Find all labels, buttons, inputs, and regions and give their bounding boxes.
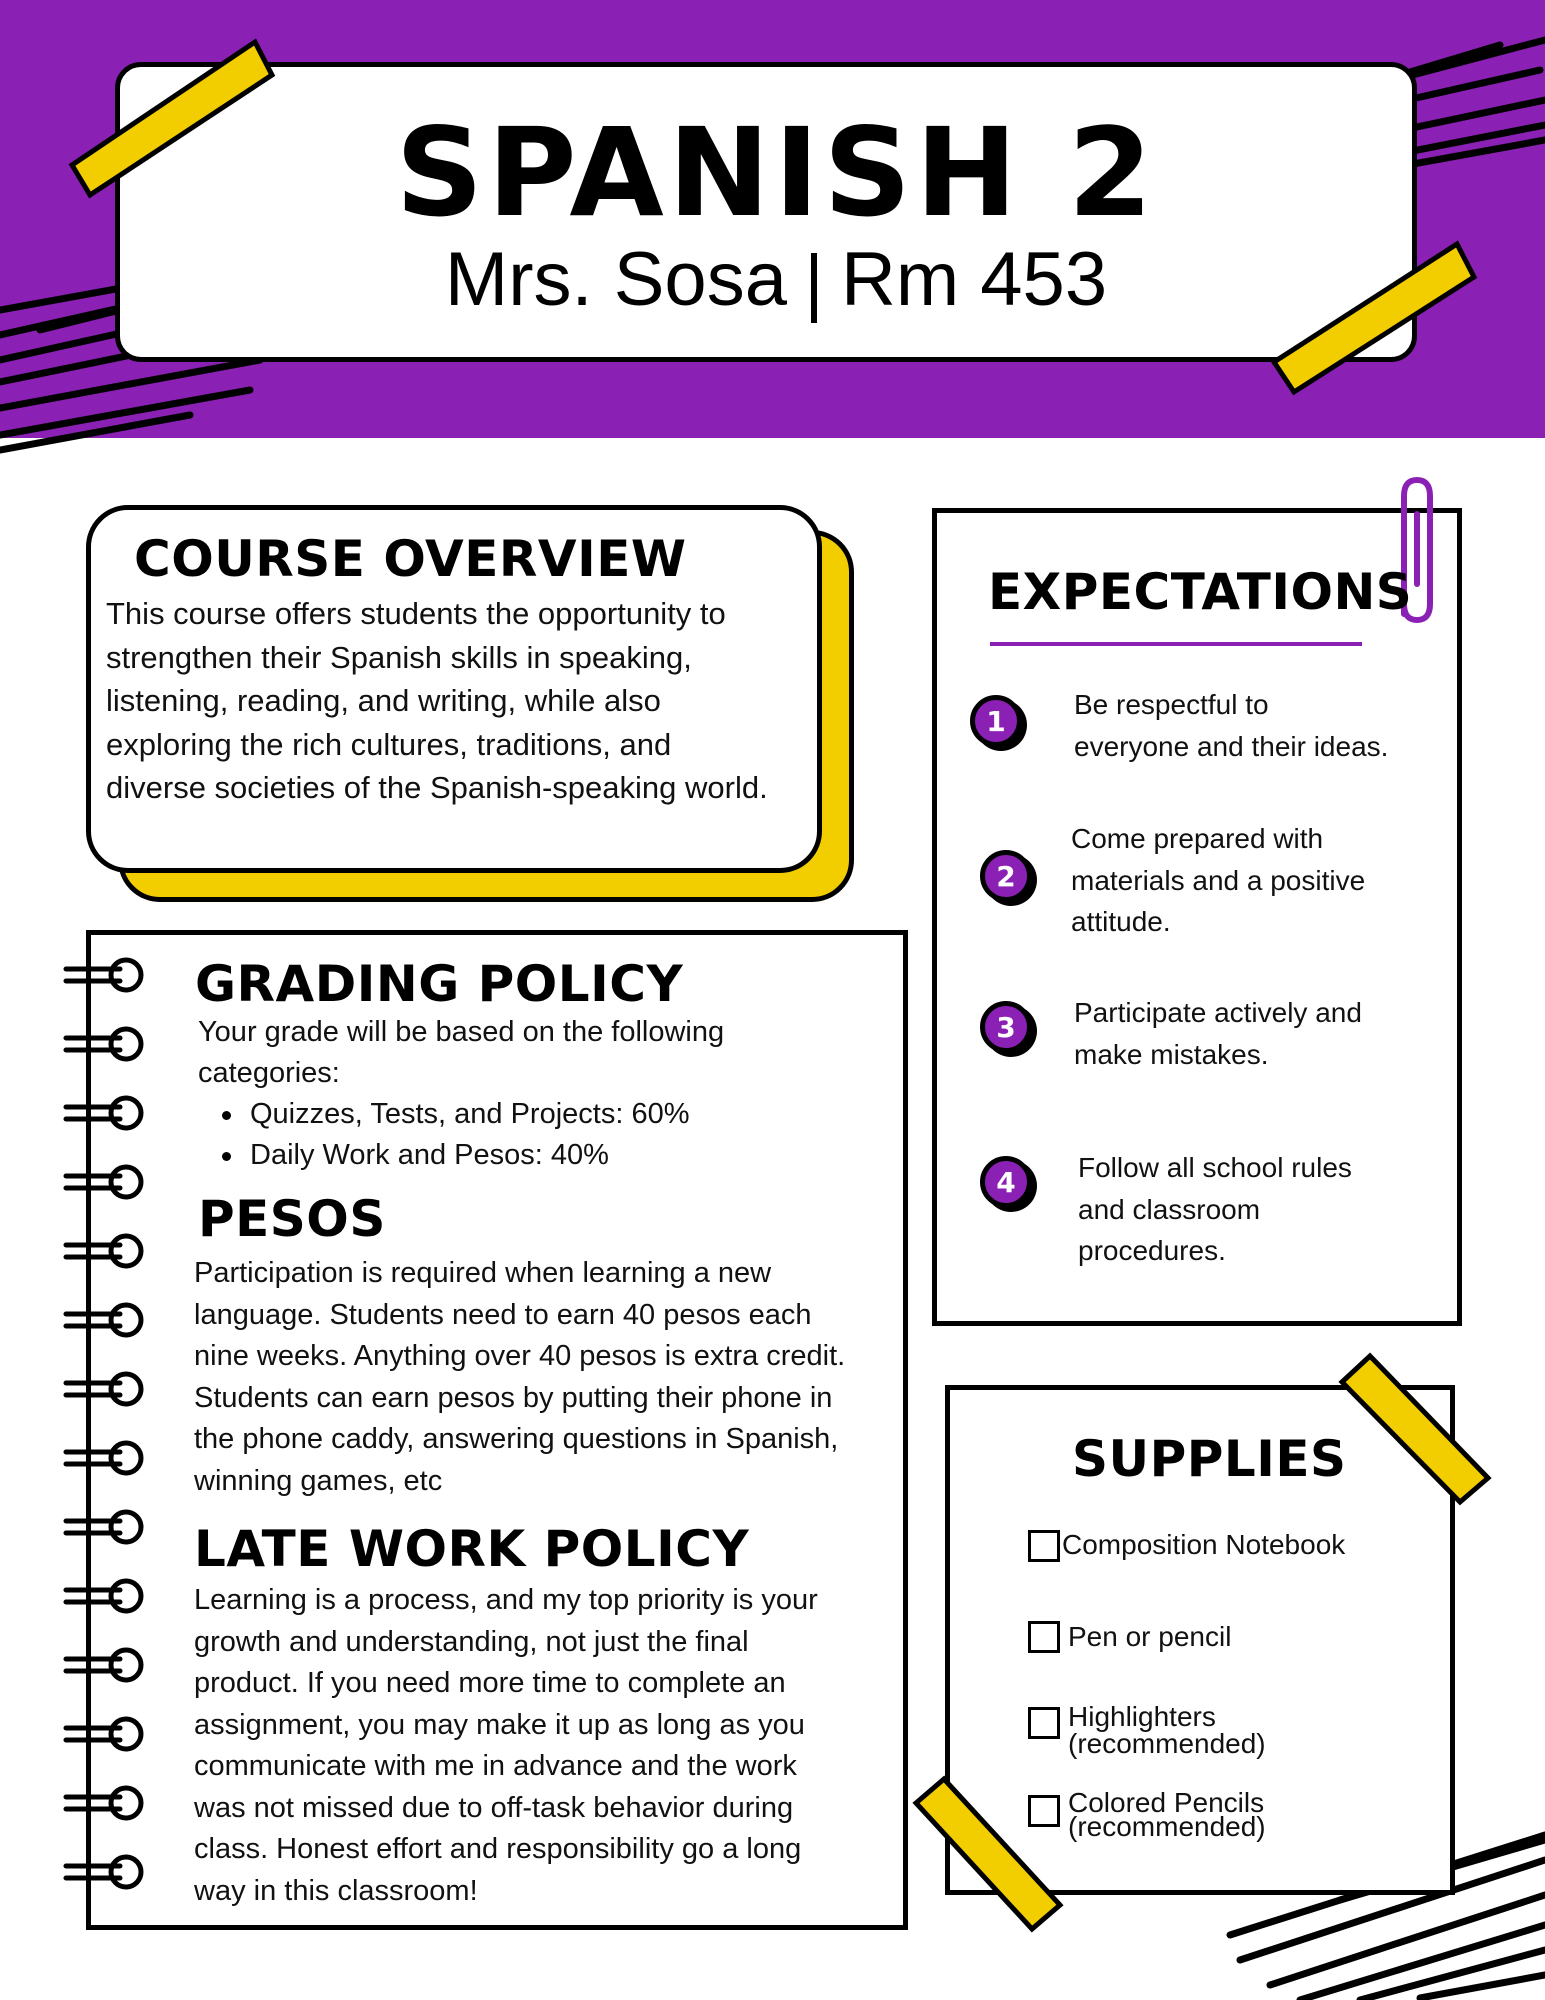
- text-line: Colored Pencils: [1068, 1787, 1265, 1818]
- expectation-number-2: 2: [980, 850, 1032, 902]
- late-work-heading: LATE WORK POLICY: [194, 1520, 750, 1578]
- text-line: exploring the rich cultures, traditions, and: [106, 726, 672, 762]
- supplies-heading: SUPPLIES: [1072, 1430, 1347, 1488]
- text-line: Students can earn pesos by putting their phone in: [194, 1381, 833, 1414]
- text-line: (recommended): [1068, 1728, 1266, 1759]
- room-number: Rm 453: [840, 237, 1108, 322]
- teacher-room-line: [115, 237, 1437, 323]
- list-item: Daily Work and Pesos: 40%: [222, 1135, 690, 1176]
- pesos-text: [194, 1253, 884, 1502]
- text-line: categories:: [198, 1057, 340, 1089]
- supply-label: [1068, 1787, 1266, 1842]
- text-line: Come prepared with: [1071, 823, 1324, 854]
- text-line: winning games, etc: [194, 1464, 443, 1497]
- text-line: Your grade will be based on the following: [198, 1016, 725, 1048]
- expectation-text-3: [1074, 992, 1434, 1075]
- spiral-binding-icon: [58, 945, 158, 1905]
- text-line: communicate with me in advance and the work: [194, 1750, 797, 1782]
- supply-item: [1028, 1703, 1266, 1757]
- checkbox-icon[interactable]: [1028, 1707, 1060, 1739]
- expectations-underline: [990, 642, 1362, 646]
- teacher-name: Mrs. Sosa: [444, 237, 787, 322]
- text-line: Pen or pencil: [1068, 1621, 1232, 1652]
- pesos-heading: PESOS: [198, 1190, 386, 1248]
- text-line: This course offers students the opportunity to: [106, 596, 726, 631]
- list-item: Quizzes, Tests, and Projects: 60%: [222, 1094, 690, 1135]
- text-line: Participate actively and: [1074, 997, 1362, 1028]
- text-line: class. Honest effort and responsibility go a long: [194, 1833, 802, 1865]
- expectation-text-4: [1078, 1147, 1438, 1272]
- grading-categories: [222, 1094, 690, 1176]
- text-line: the phone caddy, answering questions in Spanish,: [194, 1423, 839, 1455]
- late-work-text: [194, 1580, 874, 1912]
- supply-label: [1062, 1531, 1345, 1558]
- supply-label: [1068, 1703, 1266, 1757]
- supply-item: [1028, 1787, 1266, 1842]
- text-line: make mistakes.: [1074, 1038, 1269, 1070]
- text-line: Follow all school rules: [1078, 1152, 1352, 1183]
- expectation-text-1: [1074, 684, 1434, 767]
- text-line: Learning is a process, and my top priority is your: [194, 1584, 818, 1616]
- text-line: Composition Notebook: [1062, 1529, 1346, 1560]
- text-line: Participation is required when learning a new: [194, 1257, 772, 1289]
- expectation-text-2: [1071, 818, 1431, 943]
- text-line: way in this classroom!: [194, 1874, 478, 1907]
- expectations-heading: EXPECTATIONS: [988, 563, 1413, 621]
- checkbox-icon[interactable]: [1028, 1795, 1060, 1827]
- expectation-number-4: 4: [980, 1156, 1032, 1208]
- supply-label: [1068, 1623, 1231, 1650]
- text-line: procedures.: [1078, 1235, 1226, 1266]
- text-line: strengthen their Spanish skills in speaking,: [106, 639, 692, 675]
- text-line: product. If you need more time to complete an: [194, 1667, 786, 1699]
- tape-icon: [60, 30, 280, 200]
- grading-policy-heading: GRADING POLICY: [195, 955, 684, 1013]
- text-line: materials and a positive: [1071, 864, 1366, 896]
- text-line: was not missed due to off-task behavior during: [194, 1791, 794, 1824]
- page-title: SPANISH 2: [395, 102, 1157, 244]
- checkbox-icon[interactable]: [1028, 1530, 1060, 1562]
- text-line: Be respectful to: [1074, 689, 1269, 720]
- tape-icon: [1262, 232, 1484, 402]
- tape-icon: [1330, 1350, 1500, 1510]
- text-line: growth and understanding, not just the final: [194, 1625, 749, 1658]
- course-overview-heading: COURSE OVERVIEW: [134, 530, 687, 588]
- course-overview-text: [106, 592, 806, 810]
- text-line: language. Students need to earn 40 pesos each: [194, 1298, 812, 1331]
- grading-intro: [198, 1012, 858, 1094]
- text-line: diverse societies of the Spanish-speaking world.: [106, 770, 768, 805]
- expectation-number-1: 1: [970, 695, 1022, 747]
- text-line: everyone and their ideas.: [1074, 730, 1389, 762]
- text-line: and classroom: [1078, 1193, 1261, 1225]
- text-line: attitude.: [1071, 906, 1171, 937]
- divider: [811, 253, 817, 323]
- text-line: Highlighters: [1068, 1701, 1216, 1732]
- text-line: listening, reading, and writing, while also: [106, 683, 661, 718]
- checkbox-icon[interactable]: [1028, 1621, 1060, 1653]
- text-line: (recommended): [1068, 1811, 1266, 1842]
- supply-item: [1028, 1617, 1231, 1653]
- expectation-number-3: 3: [980, 1001, 1032, 1053]
- text-line: nine weeks. Anything over 40 pesos is extra credit.: [194, 1340, 846, 1372]
- supply-item: [1028, 1526, 1345, 1562]
- text-line: assignment, you may make it up as long as you: [194, 1708, 805, 1741]
